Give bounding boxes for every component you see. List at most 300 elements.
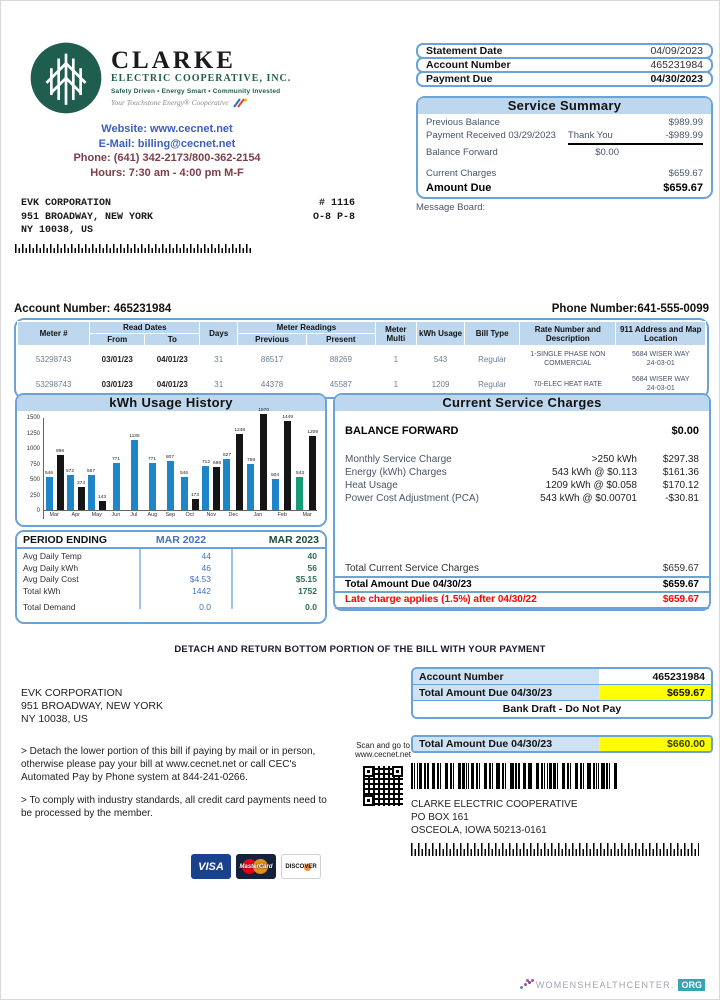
- reading-previous: 86517: [260, 354, 284, 364]
- footer-dots-icon: [518, 979, 532, 991]
- card-logos: [191, 854, 321, 879]
- payment-received-value: -$989.99: [665, 129, 703, 141]
- website-line[interactable]: Website: www.cecnet.net: [101, 123, 233, 135]
- logo-text: [111, 39, 291, 108]
- avg-daily-kwh-2023: 56: [307, 562, 317, 573]
- note-detach: > Detach the lower portion of this bill if paying by mail or in person, otherwise please pay your bill at www.cecnet.net or call CEC's Automated Pay by Phone system at 844-241-0266.: [21, 746, 316, 783]
- bar-column: [179, 471, 189, 511]
- chart-bars: [43, 407, 319, 519]
- charge-label: Monthly Service Charge: [345, 454, 452, 465]
- bar: [202, 466, 209, 510]
- bar-pair: [128, 418, 141, 510]
- draft-due-value: $660.00: [599, 737, 711, 751]
- balance-forward-charges-label: BALANCE FORWARD: [345, 425, 459, 437]
- stub-summary-box: [411, 667, 713, 719]
- kwh-usage: 1209: [431, 379, 450, 389]
- reading-present: 88269: [329, 354, 352, 364]
- logo: [27, 39, 305, 117]
- avg-daily-cost-2023: $5.15: [295, 574, 317, 584]
- days: 31: [214, 379, 224, 389]
- bar-pair: [111, 418, 121, 510]
- read-from: 03/01/23: [101, 354, 133, 364]
- chart-month-group: [270, 414, 294, 519]
- bill-type: Regular: [478, 354, 507, 364]
- bar-column: [233, 428, 246, 511]
- bar-column: [76, 481, 86, 510]
- bar-pair: [65, 418, 86, 510]
- payer-street: 951 BROADWAY, NEW YORK: [21, 700, 163, 712]
- avg-daily-kwh-2022: 46: [201, 562, 211, 573]
- chart-month-group: [246, 407, 270, 519]
- bar-value-label: 698: [212, 460, 221, 466]
- kwh-usage: 543: [433, 354, 448, 364]
- bar-value-label: 898: [56, 448, 65, 454]
- col-read-dates: Read Dates: [90, 322, 200, 334]
- bar-value-label: 173: [191, 493, 200, 498]
- meter-row-1: [18, 346, 706, 372]
- total-kwh-label: Total kWh: [23, 585, 61, 596]
- bar: [67, 475, 74, 510]
- bar-column: [246, 458, 256, 511]
- bar-pair: [295, 418, 319, 510]
- period-divider-1: [139, 549, 141, 609]
- qr-finder-top-right: [392, 766, 403, 777]
- col-usage: kWh Usage: [416, 322, 464, 346]
- late-charge-row: [335, 593, 709, 609]
- address-postnet-barcode: [15, 244, 253, 253]
- avg-daily-temp-2023: 40: [307, 551, 317, 561]
- balance-forward-charges-value: $0.00: [671, 425, 699, 437]
- bar: [247, 464, 254, 511]
- bar-value-label: 712: [201, 460, 210, 465]
- logo-name: CLARKE: [111, 47, 236, 74]
- chart-month-group: [222, 418, 246, 519]
- avg-daily-temp-row: [23, 551, 319, 563]
- late-charge-label: Late charge applies (1.5%) after 04/30/22: [345, 594, 537, 605]
- bar-pair: [201, 418, 222, 510]
- visa-text: VISA: [198, 860, 224, 873]
- bar-pair: [147, 418, 157, 510]
- addressee-city: NY 10038, US: [21, 225, 94, 236]
- bar-pair: [165, 418, 175, 510]
- avg-daily-cost-2022: $4.53: [189, 574, 211, 584]
- period-divider-2: [231, 549, 233, 609]
- bar: [284, 421, 291, 510]
- balance-forward-value: $0.00: [595, 147, 619, 158]
- stub-account-label: Account Number: [413, 669, 599, 684]
- x-tick-label: Aug: [147, 512, 158, 518]
- bar-value-label: 143: [98, 494, 107, 500]
- thank-you-text: Thank You: [567, 129, 613, 141]
- payment-due-row: [416, 71, 713, 87]
- statement-date-label: Statement Date: [426, 45, 503, 57]
- payment-due-value: 04/30/2023: [650, 73, 703, 85]
- y-tick-label: 500: [29, 477, 40, 483]
- late-charge-value: $659.67: [662, 594, 699, 605]
- bar-value-label: 572: [66, 468, 75, 474]
- period-ending-header: [17, 532, 325, 549]
- bar-pair: [44, 418, 65, 510]
- payer-address-block: [21, 687, 163, 726]
- col-bill-type: Bill Type: [465, 322, 520, 346]
- monthly-service-charge-row: [345, 453, 699, 466]
- scan-text: Scan and go to: [356, 741, 410, 750]
- bar: [181, 477, 188, 511]
- remit-postnet-barcode: [411, 843, 699, 856]
- bar-column: [111, 457, 121, 510]
- bar-column: [281, 415, 294, 510]
- col-meter: Meter #: [18, 322, 90, 346]
- bar-value-label: 374: [77, 480, 86, 486]
- qr-finder-top-left: [363, 766, 374, 777]
- bar-pair: [270, 414, 294, 510]
- touchstone-text: Your Touchstone Energy® Cooperative: [111, 98, 229, 107]
- bar-value-label: 1135: [129, 434, 140, 439]
- reading-present: 45587: [329, 379, 352, 389]
- contact-block: [29, 122, 305, 180]
- x-tick-label: Oct: [185, 512, 195, 518]
- draft-due-label: Total Amount Due 04/30/23: [413, 737, 599, 751]
- address-postnet-barcode-short-bars: [15, 248, 253, 253]
- total-current-charges-row: [345, 561, 699, 576]
- kwh-usage-history-panel: [15, 393, 327, 527]
- bar-column: [295, 471, 305, 510]
- total-amount-due-value: $659.67: [662, 579, 699, 590]
- total-demand-2023: 0.0: [305, 602, 317, 612]
- detach-instruction: DETACH AND RETURN BOTTOM PORTION OF THE BILL WITH YOUR PAYMENT: [174, 644, 546, 655]
- x-tick-label: Jun: [111, 512, 121, 518]
- charge-amount: $170.12: [662, 480, 699, 491]
- kwh-usage-history-title: kWh Usage History: [17, 395, 325, 411]
- charge-amount: -$30.81: [665, 493, 699, 504]
- chart-month-group: [201, 418, 222, 519]
- service-address-line1: 5684 WISER WAY: [631, 351, 690, 358]
- bar: [167, 461, 174, 511]
- email-line[interactable]: E-Mail: billing@cecnet.net: [98, 137, 236, 150]
- chart-month-group: [161, 418, 179, 519]
- amount-due-label: Amount Due: [426, 181, 492, 194]
- x-tick-label: May: [91, 512, 102, 518]
- chart-month-group: [65, 418, 86, 519]
- charge-detail: 543 kWh @ $0.00701: [540, 493, 637, 504]
- bar-column: [212, 461, 222, 510]
- bar-column: [190, 493, 200, 510]
- phone-number-line: Phone Number:641-555-0099: [551, 303, 709, 315]
- qr-code: [361, 764, 405, 808]
- bank-draft-row: [413, 701, 711, 717]
- touchstone-line: [111, 97, 291, 108]
- total-kwh-row: [23, 586, 319, 598]
- bar-column: [55, 449, 65, 510]
- addressee-code1: # 1116: [318, 198, 355, 209]
- bar-column: [222, 453, 232, 510]
- x-tick-label: Dec: [228, 512, 239, 518]
- clarke-tree-logo-icon: [27, 39, 105, 117]
- total-current-charges-value: $659.67: [662, 563, 699, 574]
- meter-table-caption: [14, 303, 709, 315]
- charge-amount: $297.38: [662, 454, 699, 465]
- y-tick-label: 250: [29, 492, 40, 499]
- bar-column: [257, 408, 270, 510]
- payment-received-row: [426, 130, 703, 146]
- chart-month-group: [179, 418, 200, 519]
- bar: [78, 487, 85, 510]
- bar: [113, 463, 120, 510]
- period-ending-label: PERIOD ENDING: [23, 534, 108, 546]
- charge-detail: 543 kWh @ $0.113: [551, 467, 637, 478]
- reading-previous: 44378: [260, 379, 284, 389]
- meter-number: 53298743: [35, 354, 72, 364]
- meter-multi: 1: [393, 354, 399, 364]
- bar-value-label: 504: [271, 472, 280, 478]
- total-kwh-2022: 1442: [192, 585, 211, 596]
- bar: [57, 455, 64, 510]
- payer-city: NY 10038, US: [21, 713, 88, 725]
- bar: [99, 501, 106, 510]
- days: 31: [214, 354, 224, 364]
- service-summary-panel: [416, 96, 713, 199]
- x-tick-label: Sep: [165, 512, 176, 518]
- bar-value-label: 567: [87, 468, 96, 474]
- stub-due-label: Total Amount Due 04/30/23: [413, 685, 599, 700]
- account-number-value: 465231984: [650, 59, 703, 71]
- bill-type: Regular: [478, 379, 507, 389]
- bar: [131, 440, 138, 510]
- mastercard-logo: [236, 854, 276, 879]
- bar-value-label: 807: [166, 454, 175, 459]
- current-charges-value: $659.67: [668, 168, 703, 179]
- bank-draft-text: Bank Draft - Do Not Pay: [413, 701, 711, 717]
- rate-description: 1-SINGLE PHASE NON COMMERCIAL: [530, 351, 606, 367]
- x-tick-label: Jul: [130, 512, 138, 518]
- message-board-label: Message Board:: [416, 202, 486, 213]
- payment-due-label: Payment Due: [426, 73, 493, 85]
- mastercard-text: MasterCard: [239, 863, 273, 870]
- chart-month-group: [86, 418, 107, 519]
- bar-column: [270, 473, 280, 510]
- statement-date-value: 04/09/2023: [650, 45, 703, 57]
- stub-due-row: [413, 685, 711, 701]
- total-demand-2022: 0.0: [199, 602, 211, 612]
- bar-column: [128, 434, 141, 510]
- bar-column: [86, 469, 96, 510]
- balance-forward-charges-row: [345, 425, 699, 437]
- total-demand-label: Total Demand: [23, 602, 76, 612]
- bar-column: [201, 460, 211, 510]
- payer-name: EVK CORPORATION: [21, 687, 123, 699]
- discover-text: DISCOVER: [285, 863, 317, 870]
- bar: [296, 477, 303, 510]
- payment-notes: [21, 745, 329, 820]
- service-address-map: 24-03-01: [646, 385, 675, 392]
- total-amount-due-label: Total Amount Due 04/30/23: [345, 579, 472, 590]
- remit-city: OSCEOLA, IOWA 50213-0161: [411, 825, 547, 836]
- bar-value-label: 1570: [258, 407, 269, 413]
- chart-y-axis: [21, 415, 43, 514]
- x-tick-label: Nov: [206, 512, 216, 518]
- remit-barcode: [411, 763, 619, 789]
- stub-due-value: $659.67: [599, 685, 711, 700]
- discover-logo: [281, 854, 321, 879]
- bar: [88, 475, 95, 510]
- period-ending-rows: [17, 549, 325, 614]
- statement-box: [416, 43, 713, 87]
- bar: [223, 459, 230, 510]
- bar-value-label: 771: [112, 456, 121, 462]
- payment-received-label: Payment Received 03/29/2023: [426, 129, 556, 141]
- addressee-name: EVK CORPORATION: [21, 198, 112, 209]
- col-911-address: 911 Address and Map Location: [616, 322, 706, 346]
- bar-column: [97, 495, 107, 510]
- bar-column: [65, 469, 75, 510]
- bar: [260, 414, 267, 510]
- bar: [272, 479, 279, 510]
- x-tick-label: Jan: [253, 512, 263, 518]
- bar-value-label: 543: [295, 470, 304, 476]
- pca-row: [345, 492, 699, 505]
- previous-balance-value: $989.99: [668, 117, 703, 128]
- bar-column: [44, 471, 54, 511]
- charges-spacer: [345, 505, 699, 561]
- remit-po-box: PO BOX 161: [411, 812, 469, 823]
- bar: [309, 436, 316, 510]
- y-tick-label: 750: [29, 461, 40, 468]
- col-multi: Meter Multi: [375, 322, 416, 346]
- meter-table-panel: [14, 318, 709, 399]
- hours-line: Hours: 7:30 am - 4:00 pm M-F: [90, 166, 244, 179]
- previous-balance-row: [426, 117, 703, 130]
- balance-forward-row: [426, 147, 703, 158]
- read-to: 04/01/23: [156, 354, 188, 364]
- charge-label: Energy (kWh) Charges: [345, 467, 447, 478]
- x-tick-label: Mar: [49, 512, 60, 518]
- x-tick-label: Apr: [71, 512, 80, 518]
- footer-brand: WOMENSHEALTHCENTER.: [535, 980, 675, 990]
- y-tick-label: 1000: [26, 446, 40, 452]
- energy-charges-row: [345, 466, 699, 479]
- note-credit-card: > To comply with industry standards, all credit card payments need to be processed by the member.: [21, 795, 327, 819]
- avg-daily-cost-label: Avg Daily Cost: [23, 574, 79, 584]
- chart-month-group: [295, 418, 319, 519]
- current-service-charges-panel: [333, 393, 711, 611]
- current-service-charges-title: Current Service Charges: [335, 395, 709, 411]
- amount-due-row: [426, 182, 703, 194]
- service-summary-title: Service Summary: [418, 98, 711, 114]
- service-address-map: 24-03-01: [646, 360, 675, 367]
- addressee-block: [21, 197, 355, 238]
- x-tick-label: Mar: [302, 512, 312, 518]
- bar-column: [165, 455, 175, 511]
- col-readings: Meter Readings: [238, 322, 376, 334]
- bar-column: [306, 430, 319, 510]
- stub-account-row: [413, 669, 711, 685]
- total-amount-due-row: [335, 576, 709, 593]
- meter-number: 53298743: [35, 379, 72, 389]
- bar-value-label: 546: [45, 470, 54, 475]
- total-demand-row: [23, 602, 319, 614]
- payment-received-right: [568, 130, 703, 146]
- account-number-line: Account Number: 465231984: [14, 303, 172, 315]
- y-tick-label: 0: [36, 508, 40, 514]
- footer-org-badge: ORG: [678, 979, 705, 991]
- bar-value-label: 1209: [307, 429, 318, 435]
- account-number-label: Account Number: [426, 59, 511, 71]
- heat-usage-row: [345, 479, 699, 492]
- logo-subtitle: ELECTRIC COOPERATIVE, INC.: [111, 73, 292, 84]
- charges-body: [335, 411, 709, 609]
- bar: [213, 467, 220, 510]
- bar-column: [147, 457, 157, 510]
- addressee-street: 951 BROADWAY, NEW YORK: [21, 211, 154, 223]
- avg-daily-cost-row: [23, 574, 319, 586]
- col-rate: Rate Number and Description: [520, 322, 616, 346]
- chart-month-group: [107, 418, 125, 519]
- charge-lines: [345, 453, 699, 505]
- current-charges-label: Current Charges: [426, 168, 497, 179]
- bar-pair: [179, 418, 200, 510]
- col-to: To: [145, 334, 200, 346]
- chart-x-axis-line: [43, 510, 317, 511]
- total-kwh-2023: 1752: [298, 585, 317, 596]
- meter-table: [17, 321, 706, 396]
- chart-month-group: [143, 418, 161, 519]
- col-days: Days: [200, 322, 238, 346]
- read-from: 03/01/23: [101, 379, 133, 389]
- service-summary-body: [418, 114, 711, 194]
- bar: [46, 477, 53, 511]
- bar-value-label: 771: [148, 456, 157, 462]
- draft-due-row: [411, 735, 713, 753]
- bar-pair: [222, 418, 246, 510]
- read-to: 04/01/23: [156, 379, 188, 389]
- phone-line: Phone: (641) 342-2173/800-362-2154: [73, 152, 261, 164]
- period-mar-2023: MAR 2023: [268, 534, 319, 546]
- period-mar-2022: MAR 2022: [155, 534, 207, 546]
- scan-url[interactable]: www.cecnet.net: [354, 750, 412, 759]
- chart-plot-area: [43, 407, 319, 519]
- previous-balance-label: Previous Balance: [426, 117, 500, 128]
- col-present: Present: [306, 334, 375, 346]
- addressee-line1: [21, 197, 355, 211]
- bar: [236, 434, 243, 511]
- charge-label: Heat Usage: [345, 480, 398, 491]
- total-current-charges-label: Total Current Service Charges: [345, 563, 479, 574]
- charge-detail: 1209 kWh @ $0.058: [545, 480, 637, 491]
- balance-forward-label: Balance Forward: [426, 147, 498, 158]
- rate-description: 70-ELEC HEAT RATE: [533, 380, 603, 388]
- col-previous: Previous: [238, 334, 307, 346]
- addressee-code2: O-8 P-8: [312, 211, 355, 223]
- kwh-usage-chart: [17, 407, 325, 519]
- bar-value-label: 1449: [282, 414, 294, 420]
- footer-watermark: [518, 979, 705, 991]
- bar-value-label: 758: [246, 457, 255, 462]
- logo-tagline: Safety Driven • Energy Smart • Community Invested: [111, 88, 281, 95]
- bar-value-label: 546: [180, 470, 189, 475]
- avg-daily-kwh-row: [23, 563, 319, 575]
- col-from: From: [90, 334, 145, 346]
- remit-postnet-short-bars: [411, 849, 699, 856]
- charge-amount: $161.36: [662, 467, 699, 478]
- qr-finder-bottom-left: [363, 795, 374, 806]
- addressee-line2: [21, 211, 355, 225]
- stub-account-value: 465231984: [599, 669, 711, 684]
- remit-name: CLARKE ELECTRIC COOPERATIVE: [411, 799, 578, 810]
- chart-month-group: [44, 418, 65, 519]
- bar-pair: [86, 418, 107, 510]
- y-tick-label: 1500: [26, 415, 40, 421]
- bar: [149, 463, 156, 510]
